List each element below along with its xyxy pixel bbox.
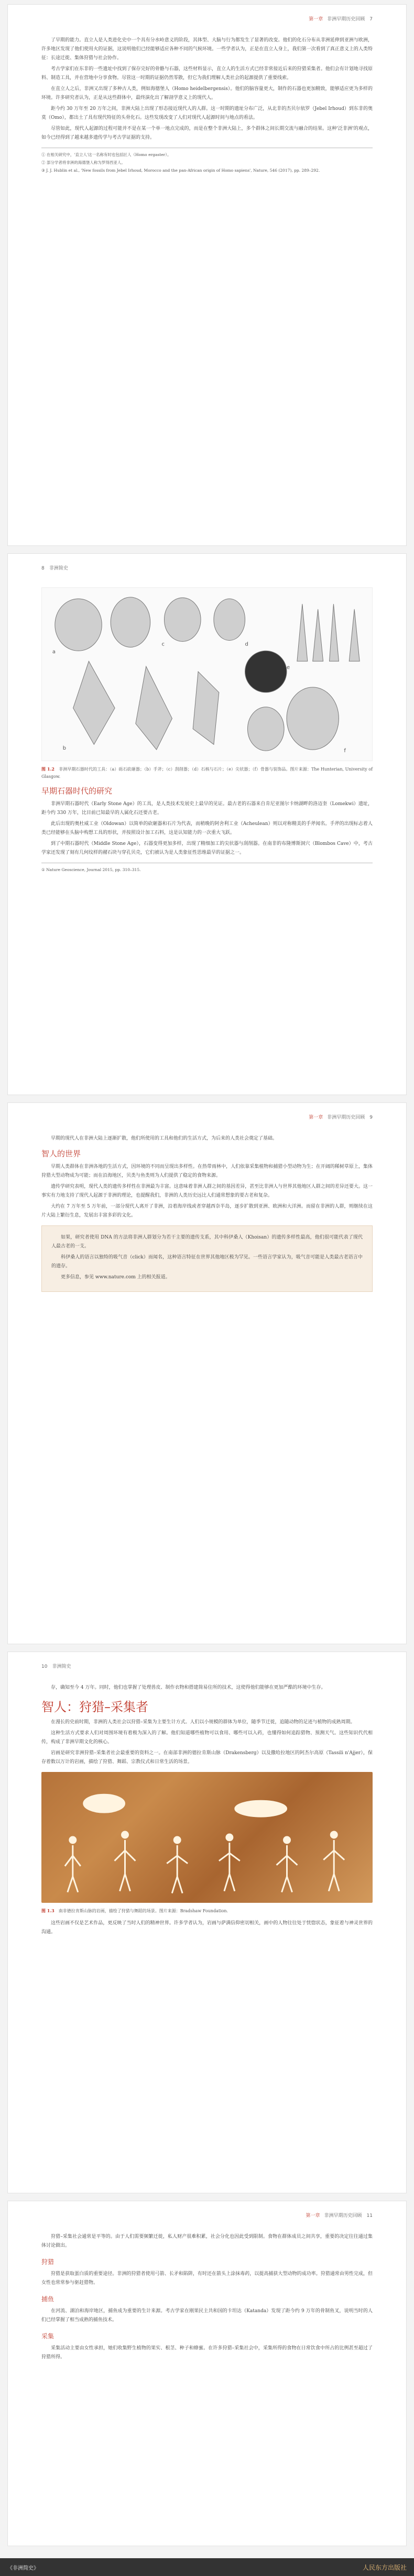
body-paragraph: 早期的现代人在非洲大陆上逐渐扩散，他们所使用的工具和他们的生活方式，为后来的人类社会奠定了基础。 bbox=[51, 1136, 278, 1141]
footnotes bbox=[41, 148, 373, 174]
body-paragraph: 大约在 7 万年至 5 万年前，一部分现代人离开了非洲，沿着海岸线或者穿越西奈半岛，逐步扩散到亚洲、欧洲和大洋洲。而留在非洲的人群，则继续在这片大陆上繁衍生息，发展出丰富多彩的文化。 bbox=[41, 1204, 373, 1218]
rock-art-image bbox=[41, 1772, 373, 1903]
flake-tool bbox=[111, 597, 150, 647]
footnote: ③ J. J. Hublin et al., 'New fossils from Jebel Irhoud, Morocco and the pan-African origin of Homo sapiens', Nature, 546 (2017), pp. 289–292. bbox=[41, 168, 320, 173]
chapter-section-title: 智人：狩猎–采集者 bbox=[41, 1700, 148, 1714]
animal-figure bbox=[83, 1794, 125, 1813]
point-tool bbox=[193, 672, 219, 744]
core-tool bbox=[214, 599, 245, 640]
body-paragraph: 这些岩画不仅是艺术作品，更反映了当时人们的精神世界。许多学者认为，岩画与萨满信仰密切相关，画中的人物往往处于恍惚状态，象征着与神灵世界的沟通。 bbox=[41, 1921, 373, 1935]
body-paragraph: 了早期的能力。直立人是人类进化史中一个具有分水岭意义的阶段，其体型、大脑与行为都发生了显著的改变。他们的化石分布从非洲延伸到亚洲与欧洲，许多地区发现了他们使用火的证据，这说明他们已经能够适应各种不同的气候环境。一些学者认为，正是在直立人身上，我们第一次看到了真正意义上的人类特征：长途迁徙、集体狩猎与社会协作。 bbox=[41, 38, 373, 61]
figure-label-b: b bbox=[62, 745, 67, 752]
human-figure bbox=[219, 1843, 240, 1891]
footer-book-title[interactable]: 《非洲简史》 bbox=[7, 2565, 39, 2571]
body-paragraph: 早期人类群体在非洲各地的生活方式，因环境的不同而呈现出多样性。在热带雨林中，人们依靠采集植物和捕猎小型动物为生；在开阔的稀树草原上，集体狩猎大型动物成为可能；而在沿海地区，贝类与鱼类则为人们提供了稳定的食物来源。 bbox=[41, 1164, 373, 1178]
book-page-9 bbox=[7, 1102, 407, 1644]
figure-label-f: f bbox=[344, 748, 346, 754]
body-paragraph: 此后出现的奥杜威工业（Oldowan）以简单的砍砸器和石片为代表，而稍晚的阿舍利工业（Acheulean）则以对称精美的手斧闻名。手斧的出现标志着人类已经能够在头脑中构想工具的形状，并按照设计加工石料，这是认知能力的一次重大飞跃。 bbox=[41, 821, 373, 835]
body-paragraph: 非洲早期石器时代（Early Stone Age）的工具，是人类技术发展史上最早的见证。最古老的石器来自肯尼亚图尔卡纳湖畔的洛迈奎（Lomekwi）遗址，距今约 330 万年，比目前已知最早的人属化石还要古老。 bbox=[41, 801, 373, 816]
running-header: 第一章 非洲早期历史回顾 11 bbox=[306, 2213, 373, 2218]
figure-caption: 图 1.2 非洲早期石器时代的工具：（a）砾石砍砸器；（b）手斧；（c）刮削器；（d）石核与石片；（e）尖状器；（f）骨器与装饰品。图片来源：The Hunterian, University of Glasgow. bbox=[41, 766, 373, 779]
human-head bbox=[284, 1836, 291, 1844]
subsection-title: 捕鱼 bbox=[41, 2295, 55, 2303]
page-body bbox=[41, 36, 373, 175]
handaxe-tool bbox=[73, 661, 115, 744]
body-paragraph: 在河流、湖泊和海岸地区，捕鱼成为重要的生计来源。考古学家在刚果民主共和国的卡坦达（Katanda）发现了距今约 9 万年的骨制鱼叉，说明当时的人们已经掌握了相当成熟的捕鱼技术。 bbox=[41, 2309, 373, 2323]
stone-ball bbox=[245, 651, 287, 692]
body-paragraph: 狩猎–采集社会通常是平等的。由于人们需要频繁迁徙，私人财产很难积累，社会分化也因此受到限制。食物在群体成员之间共享，重要的决定往往通过集体讨论做出。 bbox=[41, 2234, 373, 2248]
footnote: ① 在相关研究中，'直立人'这一名称有时也包括匠人（Homo ergaster）。 bbox=[41, 152, 171, 157]
body-paragraph: 存，确知至今 4 万年。同时，他们也掌握了处理兽皮、制作衣物和搭建简易住所的技术，这使得他们能够在更加严酷的环境中生存。 bbox=[51, 1685, 326, 1690]
animal-figure bbox=[235, 1800, 287, 1817]
human-head bbox=[173, 1836, 181, 1844]
page-body bbox=[41, 1683, 373, 1939]
site-footer bbox=[0, 2558, 414, 2576]
page-body bbox=[41, 1134, 373, 1297]
sidebar-box bbox=[41, 1225, 373, 1292]
footnote: ② 部分学者将非洲的海德堡人称为罗得西亚人。 bbox=[41, 160, 125, 165]
bone-artifact bbox=[287, 687, 339, 750]
rock-art-figures bbox=[41, 1772, 373, 1903]
body-paragraph: 考古学家们在东非的一些遗址中找到了保存完好的骨骼与石器，这些材料显示，直立人的生活方式已经非常接近后来的狩猎采集者。他们会有计划地寻找原料、制造工具，并在营地中分享食物。尽管这一时期的证据仍然零散，但它为我们理解人类社会的起源提供了重要线索。 bbox=[41, 66, 373, 81]
body-paragraph: 尽管如此，现代人起源的过程可能并不是在某一个单一地点完成的，而是在整个非洲大陆上，多个群体之间长期交流与融合的结果。这种'泛非洲'的观点，如今已经得到了越来越多遗传学与考古学证据的支持。 bbox=[41, 126, 373, 140]
box-paragraph: 如果，研究者使用 DNA 的方法将非洲人群划分为若干主要的遗传支系，其中科伊桑人（Khoisan）的遗传多样性最高，他们很可能代表了现代人最古老的一支。 bbox=[51, 1235, 363, 1249]
blade-tool bbox=[349, 609, 359, 661]
body-paragraph: 距今约 30 万年至 20 万年之间，非洲大陆上出现了形态接近现代人的人群。这一时期的遗址分布广泛，从北非的杰贝尔依罗（Jebel Irhoud）到东非的奥莫（Omo），都出土了具有现代特征的头骨化石。这些发现改变了人们对现代人起源时间与地点的看法。 bbox=[41, 106, 373, 120]
human-figure bbox=[65, 1845, 81, 1892]
human-head bbox=[122, 1831, 129, 1838]
box-paragraph: 科伊桑人的语言以独特的吸气音（click）而闻名，这种语言特征在世界其他地区极为罕见。一些语言学家认为，吸气音可能是人类最古老语言中的遗存。 bbox=[51, 1255, 363, 1269]
body-paragraph: 遗传学研究表明，现代人类的遗传多样性在非洲最为丰富。这意味着非洲人群之间的基因差异，甚至比非洲人与世界其他地区人群之间的差异还要大。这一事实有力地支持了现代人起源于非洲的理论，也提醒我们，非洲的人类历史远比人们通常想象的要古老和复杂。 bbox=[41, 1184, 373, 1198]
page-body bbox=[41, 585, 373, 874]
page-body bbox=[41, 2233, 373, 2364]
book-page-11 bbox=[7, 2201, 407, 2546]
body-paragraph: 这种生活方式要求人们对周围环境有着极为深入的了解。他们知道哪些植物可以食用、哪些可以入药，也懂得如何追踪猎物、预测天气。这些知识代代相传，构成了非洲早期文化的核心。 bbox=[41, 1731, 373, 1745]
human-head bbox=[330, 1831, 337, 1838]
body-paragraph: 到了中期石器时代（Middle Stone Age），石器变得更加多样，出现了精细加工的尖状器与刮削器。在南非的布隆博斯洞穴（Blombos Cave）中，考古学家还发现了刻有几何纹样的赭石块与穿孔贝壳，它们被认为是人类象征性思维最早的证据之一。 bbox=[41, 841, 373, 855]
human-figure bbox=[115, 1840, 136, 1891]
blade-tool bbox=[330, 604, 339, 661]
book-page-7 bbox=[7, 4, 407, 546]
figure-label-d: d bbox=[245, 641, 248, 648]
publisher-logo: 人民东方出版社 bbox=[362, 2563, 407, 2571]
book-page-8 bbox=[7, 553, 407, 1095]
figure-caption: 图 1.3 南非德拉肯斯山脉的岩画，描绘了狩猎与舞蹈的场景。图片来源：Bradshaw Foundation. bbox=[41, 1908, 228, 1913]
blade-tool bbox=[313, 609, 323, 661]
body-paragraph: 在漫长的史前时期，非洲的人类社会以狩猎–采集为主要生计方式。人们以小规模的群体为单位，随季节迁徙，追随动物的足迹与植物的成熟周期。 bbox=[51, 1720, 355, 1725]
body-paragraph: 狩猎是获取蛋白质的重要途径。非洲的狩猎者使用弓箭、长矛和陷阱，有时还在箭头上涂抹毒药，以提高捕获大型动物的成功率。狩猎通常由男性完成，但女性也常常参与驱赶猎物。 bbox=[41, 2271, 373, 2285]
body-paragraph: 岩画是研究非洲狩猎–采集者社会最重要的资料之一。在南部非洲的德拉肯斯山脉（Drakensberg）以及撒哈拉地区的阿杰尔高原（Tassili n'Ajjer），保存着数以万计的岩画，描绘了狩猎、舞蹈、宗教仪式和日常生活的场景。 bbox=[41, 1750, 373, 1765]
subsection-title: 采集 bbox=[41, 2333, 55, 2340]
handaxe-tool bbox=[136, 666, 172, 750]
running-header: 10 非洲简史 bbox=[41, 1664, 71, 1669]
section-title: 早期石器时代的研究 bbox=[41, 786, 113, 796]
human-figure bbox=[323, 1840, 344, 1891]
human-figure bbox=[277, 1845, 298, 1892]
stone-tools-figure bbox=[41, 587, 373, 761]
figure-label-e: e bbox=[287, 665, 290, 671]
ornament-artifact bbox=[248, 707, 285, 751]
figure-label-c: c bbox=[161, 641, 165, 648]
subsection-title: 狩猎 bbox=[41, 2258, 55, 2266]
human-head bbox=[69, 1836, 77, 1844]
running-header: 第一章 非洲早期历史回顾 7 bbox=[309, 17, 373, 22]
book-page-10 bbox=[7, 1652, 407, 2193]
section-title: 智人的世界 bbox=[41, 1149, 81, 1158]
chopper-tool bbox=[55, 599, 102, 651]
running-header: 8 非洲简史 bbox=[41, 566, 68, 571]
box-paragraph: 更多信息，参见 www.nature.com 上的相关报道。 bbox=[61, 1275, 170, 1280]
body-paragraph: 采集活动主要由女性承担，她们收集野生植物的果实、根茎、种子和蜂蜜。在许多狩猎–采集社会中，采集所得的食物在日常饮食中所占的比例甚至超过了狩猎所得。 bbox=[41, 2346, 373, 2360]
human-figure bbox=[167, 1845, 188, 1893]
stone-tools-illustration bbox=[42, 588, 372, 761]
blade-tool bbox=[297, 604, 308, 661]
figure-label-a: a bbox=[52, 649, 56, 655]
running-header: 第一章 非洲早期历史回顾 9 bbox=[309, 1115, 373, 1120]
footnote: ① Nature Geoscience, Journal 2015, pp. 310–315. bbox=[41, 867, 141, 872]
scraper-tool bbox=[165, 598, 201, 641]
footnotes bbox=[41, 863, 373, 873]
human-head bbox=[226, 1834, 233, 1841]
body-paragraph: 在直立人之后，非洲又出现了多种古人类，例如海德堡人（Homo heidelbergensis）。他们的脑容量更大，制作的石器也更加精致，能够适应更为多样的环境。许多研究者认为，正是从这些群体中，最终演化出了解剖学意义上的现代人。 bbox=[41, 86, 373, 101]
